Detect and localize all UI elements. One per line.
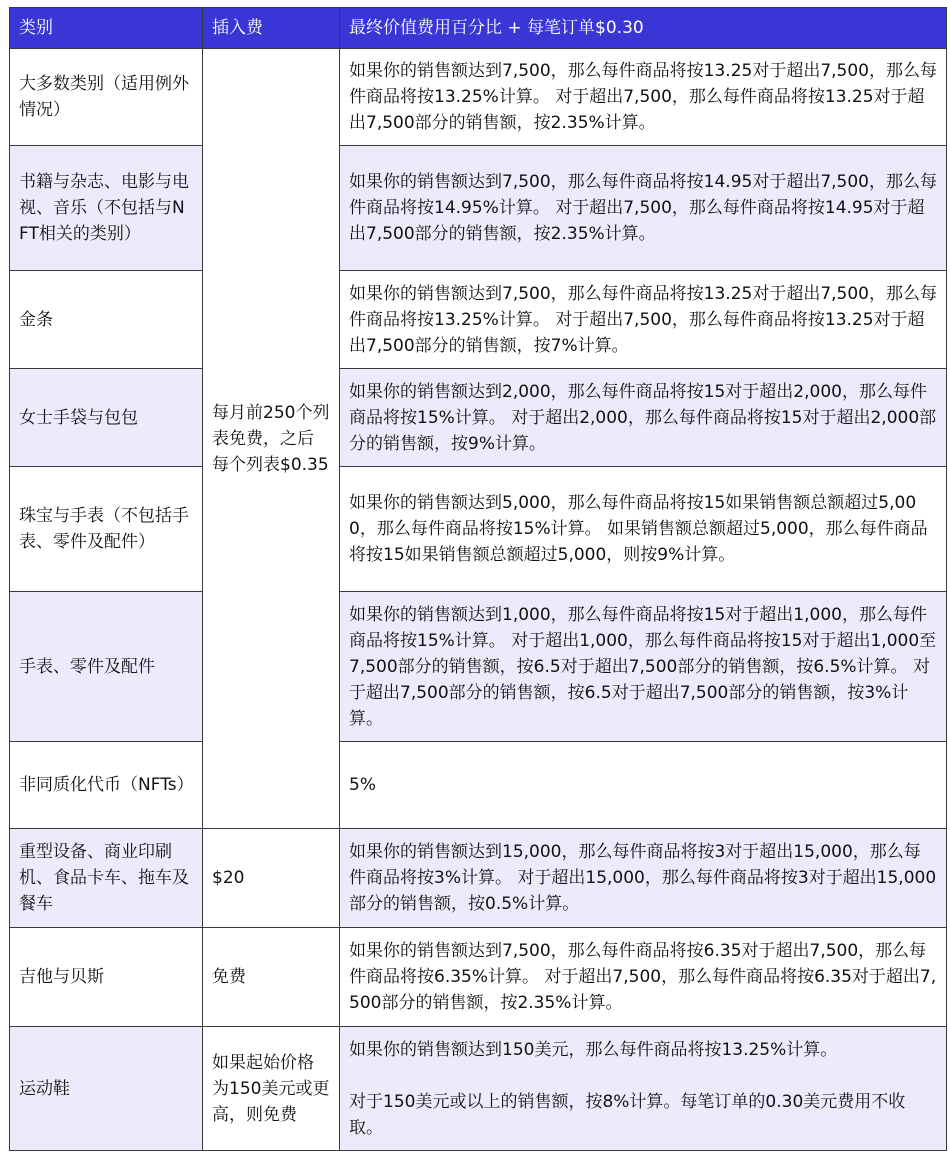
insertion-fee-cell: $20: [203, 829, 340, 928]
category-cell: 吉他与贝斯: [10, 928, 203, 1027]
category-cell: 重型设备、商业印刷机、食品卡车、拖车及餐车: [10, 829, 203, 928]
fee-cell: 如果你的销售额达到7,500，那么每件商品将按13.25对于超出7,500，那么每件商品将按13.25%计算。 对于超出7,500，那么每件商品将按13.25对于超出7,500部分的销售额，按7%计算。: [340, 271, 947, 369]
table-row: [10, 928, 947, 1027]
category-cell: 珠宝与手表（不包括手表、零件及配件）: [10, 467, 203, 592]
category-cell: 大多数类别（适用例外情况）: [10, 49, 203, 146]
category-cell: 金条: [10, 271, 203, 369]
fee-paragraph-2: 对于150美元或以上的销售额，按8%计算。每笔订单的0.30美元费用不收取。: [349, 1091, 906, 1138]
table-row: [10, 1027, 947, 1151]
table-row: [10, 742, 947, 829]
fee-cell: 如果你的销售额达到7,500，那么每件商品将按6.35对于超出7,500，那么每件商品将按6.35%计算。 对于超出7,500，那么每件商品将按6.35对于超出7,500部分的销售额，按2.35%计算。: [340, 928, 947, 1027]
fee-cell: 如果你的销售额达到5,000，那么每件商品将按15如果销售额总额超过5,000，那么每件商品将按15%计算。 如果销售额总额超过5,000，那么每件商品将按15如果销售额总额超过5,000，则按9%计算。: [340, 467, 947, 592]
table-row: [10, 271, 947, 369]
table-row: [10, 829, 947, 928]
header-category: 类别: [10, 8, 203, 49]
header-final-value-fee: 最终价值费用百分比 + 每笔订单$0.30: [340, 8, 947, 49]
category-cell: 非同质化代币（NFTs）: [10, 742, 203, 829]
fee-cell: 5%: [340, 742, 947, 829]
insertion-fee-cell: 如果起始价格为150美元或更高，则免费: [203, 1027, 340, 1151]
fee-cell: 如果你的销售额达到7,500，那么每件商品将按14.95对于超出7,500，那么每件商品将按14.95%计算。 对于超出7,500，那么每件商品将按14.95对于超出7,500部分的销售额，按2.35%计算。: [340, 146, 947, 271]
category-cell: 书籍与杂志、电影与电视、音乐（不包括与NFT相关的类别）: [10, 146, 203, 271]
insertion-fee-cell: 免费: [203, 928, 340, 1027]
table-row: [10, 369, 947, 467]
fee-table: [9, 7, 947, 1151]
fee-cell: [340, 1027, 947, 1151]
fee-paragraph: 如果你的销售额达到150美元，那么每件商品将按13.25%计算。: [349, 1039, 838, 1060]
table-row: [10, 49, 947, 146]
table-row: [10, 467, 947, 592]
fee-cell: 如果你的销售额达到15,000，那么每件商品将按3对于超出15,000，那么每件商品将按3%计算。 对于超出15,000，那么每件商品将按3对于超出15,000部分的销售额，按0.5%计算。: [340, 829, 947, 928]
table-row: [10, 592, 947, 742]
header-row: [10, 8, 947, 49]
fee-cell: 如果你的销售额达到1,000，那么每件商品将按15对于超出1,000，那么每件商品将按15%计算。 对于超出1,000，那么每件商品将按15对于超出1,000至7,500部分的销售额，按6.5对于超出7,500部分的销售额，按6.5%计算。 对于超出7,500部分的销售额，按6.5对于超出7,500部分的销售额，按3%计算。: [340, 592, 947, 742]
table-row: [10, 146, 947, 271]
header-insertion-fee: 插入费: [203, 8, 340, 49]
category-cell: 女士手袋与包包: [10, 369, 203, 467]
fee-cell: 如果你的销售额达到2,000，那么每件商品将按15对于超出2,000，那么每件商品将按15%计算。 对于超出2,000，那么每件商品将按15对于超出2,000部分的销售额，按9%计算。: [340, 369, 947, 467]
category-cell: 手表、零件及配件: [10, 592, 203, 742]
shared-insertion-fee-cell: 每月前250个列表免费，之后每个列表$0.35: [203, 49, 340, 829]
fee-cell: 如果你的销售额达到7,500，那么每件商品将按13.25对于超出7,500，那么每件商品将按13.25%计算。 对于超出7,500，那么每件商品将按13.25对于超出7,500部分的销售额，按2.35%计算。: [340, 49, 947, 146]
category-cell: 运动鞋: [10, 1027, 203, 1151]
